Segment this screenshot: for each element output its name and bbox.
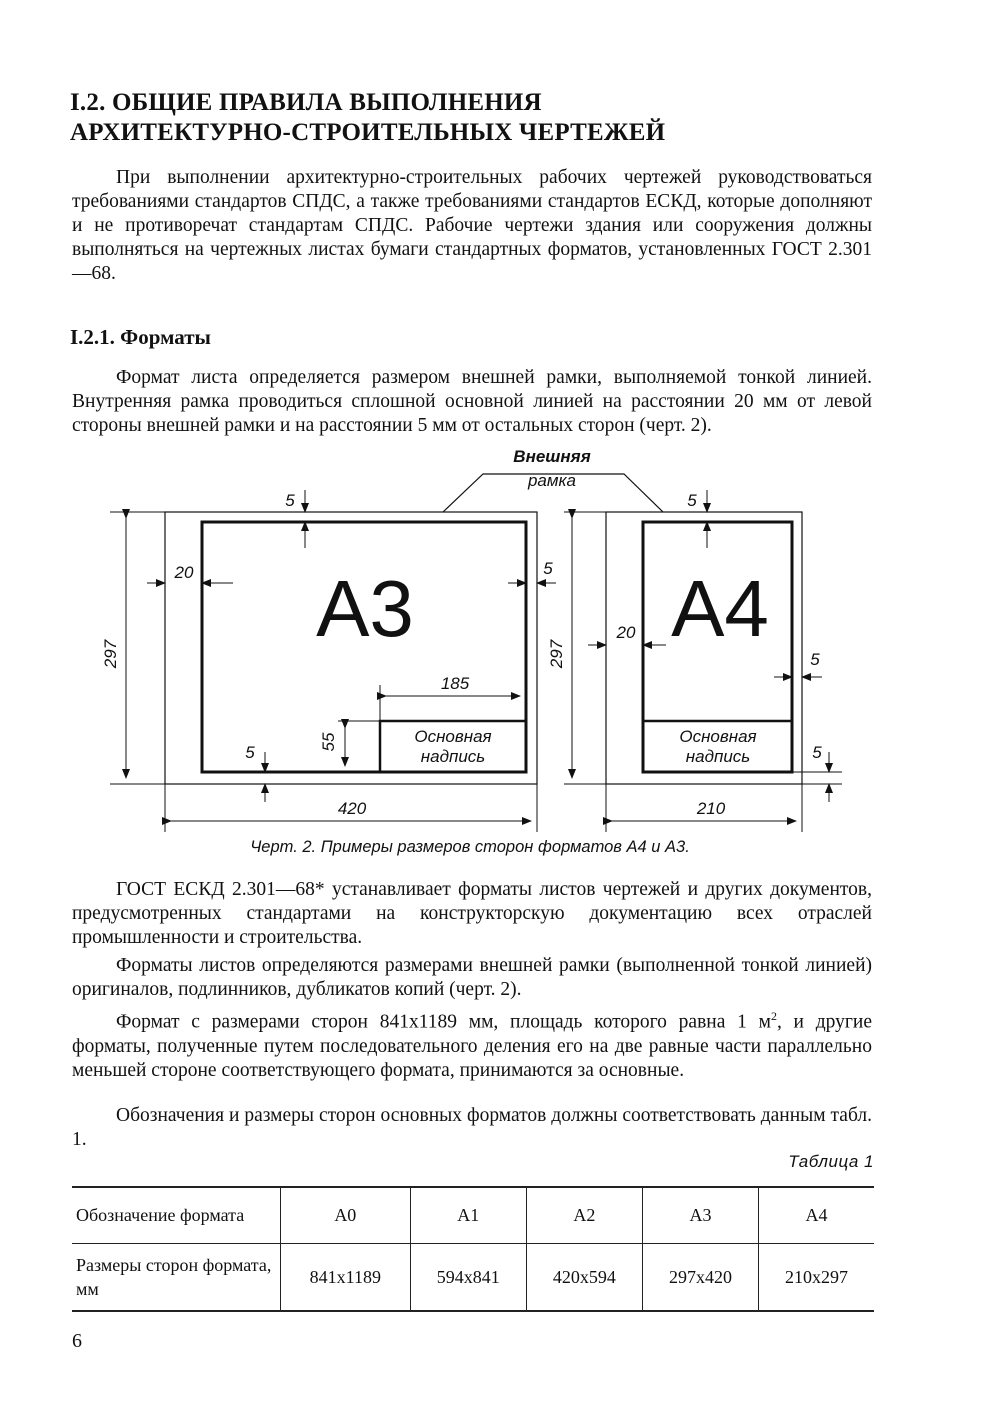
a4-stamp-text-1: Основная — [679, 727, 757, 746]
table-cell-header: Обозначение формата — [72, 1187, 281, 1244]
a4-right-margin-label: 5 — [810, 650, 820, 669]
a4-title: A4 — [671, 564, 769, 653]
a3-width-label: 420 — [337, 799, 367, 818]
a3-right-margin-label: 5 — [543, 559, 553, 578]
table-caption: Таблица 1 — [788, 1152, 874, 1171]
a3-stamp-width-label: 185 — [440, 674, 470, 693]
formats-table — [72, 1186, 874, 1312]
table-cell: 594x841 — [410, 1244, 526, 1312]
area-paragraph-end: , и другие форматы, полученные путем последовательного деления его на две равные части параллельно меньшей стороне соответствующего формата, принимаются за основные. — [72, 1011, 872, 1081]
table-cell: 841x1189 — [281, 1244, 411, 1312]
table-row-sizes — [72, 1244, 874, 1312]
a4-top-margin-label: 5 — [687, 491, 697, 510]
table-cell: 420x594 — [526, 1244, 642, 1312]
area-paragraph-start: Формат с размерами сторон 841x1189 мм, площадь которого равна 1 м — [116, 1011, 771, 1033]
section-heading — [70, 88, 890, 148]
page-number: 6 — [72, 1330, 82, 1352]
formats-paragraph: Формат листа определяется размером внешней рамки, выполняемой тонкой линией. Внутренняя рамка проводиться сплошной основной линией на расстоянии 20 мм от левой стороны внешней рамки и на расстоянии 5 мм от остальных сторон (черт. 2). — [72, 367, 872, 436]
a3-height-label: 297 — [101, 639, 120, 669]
table-cell: 210x297 — [759, 1244, 874, 1312]
a3-title: A3 — [316, 564, 414, 653]
a3-bottom-margin-label: 5 — [245, 743, 255, 762]
a3-top-margin-label: 5 — [285, 491, 295, 510]
section-heading-line-2: АРХИТЕКТУРНО-СТРОИТЕЛЬНЫХ ЧЕРТЕЖЕЙ — [70, 119, 666, 146]
a3-left-margin-label: 20 — [174, 563, 194, 582]
table-reference-paragraph: Обозначения и размеры сторон основных форматов должны соответствовать данным табл. 1. — [72, 1105, 872, 1150]
section-heading-line-1: I.2. ОБЩИЕ ПРАВИЛА ВЫПОЛНЕНИЯ — [70, 89, 542, 116]
outer-frame-label-2: рамка — [527, 471, 577, 490]
a3-stamp-text-2: надпись — [420, 747, 486, 766]
a3-stamp-height-label: 55 — [319, 732, 338, 752]
table-cell: A1 — [410, 1187, 526, 1244]
table-cell-header: Размеры сторон формата, мм — [72, 1244, 281, 1312]
table-cell: A0 — [281, 1187, 411, 1244]
outer-frame-label-1: Внешняя — [513, 447, 591, 466]
subsection-heading: I.2.1. Форматы — [70, 325, 211, 349]
a3-stamp-text-1: Основная — [414, 727, 492, 746]
table-cell: A4 — [759, 1187, 874, 1244]
area-superscript: 2 — [770, 1009, 777, 1023]
intro-paragraph: При выполнении архитектурно-строительных рабочих чертежей руководствоваться требованиями стандартов СПДС, а также требованиями стандартов ЕСКД, которые дополняют и не противоречат стандартам СПДС. Рабочие чертежи здания или сооружения должны выполняться на чертежных листах бумаги стандартных форматов, установленных ГОСТ 2.301—68. — [72, 167, 872, 284]
a4-bottom-margin-label: 5 — [812, 743, 822, 762]
sizes-paragraph: Форматы листов определяются размерами внешней рамки (выполненной тонкой линией) оригиналов, подлинников, дубликатов копий (черт. 2). — [72, 955, 872, 1000]
format-drawing — [0, 440, 900, 840]
table-cell: 297x420 — [642, 1244, 758, 1312]
area-paragraph — [72, 1004, 872, 1083]
table-cell: A3 — [642, 1187, 758, 1244]
table-row-designation — [72, 1187, 874, 1244]
gost-paragraph: ГОСТ ЕСКД 2.301—68* устанавливает форматы листов чертежей и других документов, предусмотренных стандартами на конструкторскую документацию всех отраслей промышленности и строительства. — [72, 879, 872, 948]
figure-caption: Черт. 2. Примеры размеров сторон форматов A4 и A3. — [250, 838, 690, 856]
a4-left-margin-label: 20 — [616, 623, 636, 642]
a4-stamp-text-2: надпись — [685, 747, 751, 766]
a4-width-label: 210 — [696, 799, 726, 818]
table-cell: A2 — [526, 1187, 642, 1244]
a4-height-label: 297 — [547, 639, 566, 669]
